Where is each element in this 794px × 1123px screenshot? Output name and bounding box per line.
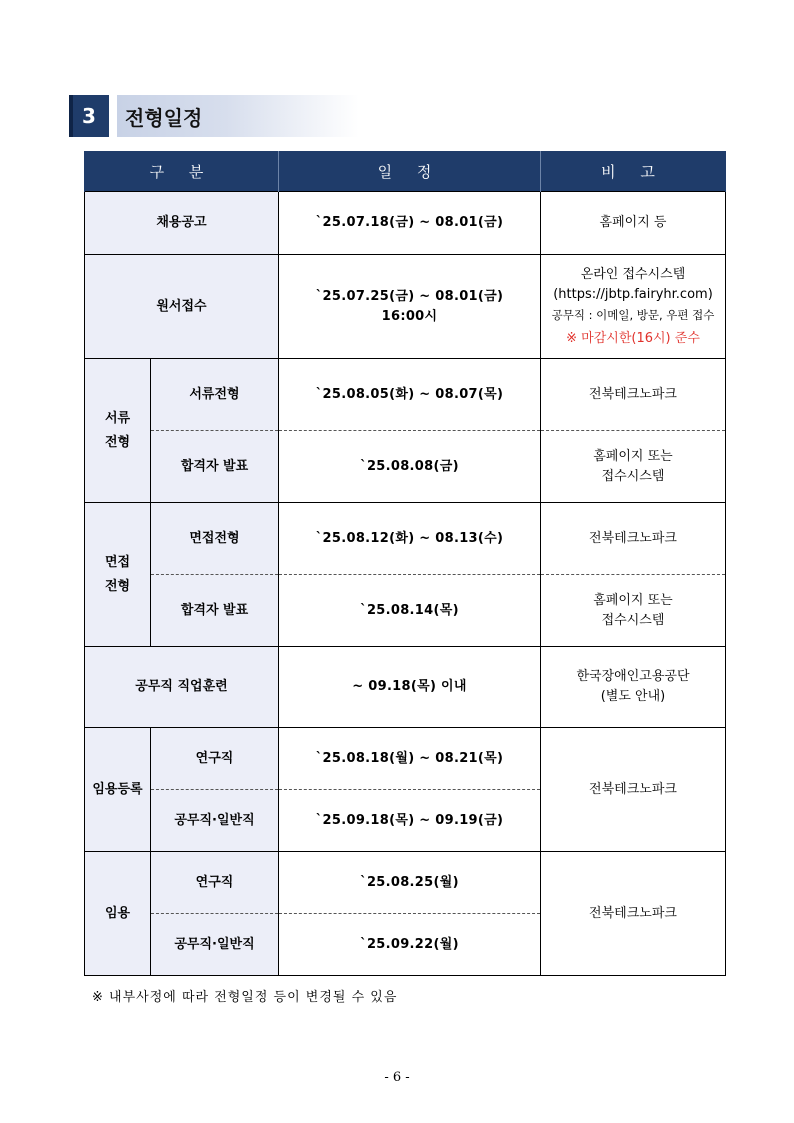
page-number: - 6 -: [384, 1070, 410, 1085]
table-row-doc-screen: [85, 359, 726, 431]
row-date: `25.08.05(화) ~ 08.07(목): [279, 359, 541, 431]
row-date: ~ 09.18(목) 이내: [279, 647, 541, 728]
date-line: `25.07.25(금) ~ 08.01(금): [315, 288, 504, 304]
note-line: 한국장애인고용공단: [576, 669, 690, 684]
section-number: 3: [69, 95, 109, 137]
row-date: `25.09.18(목) ~ 09.19(금): [279, 790, 541, 852]
note-line: 공무직 : 이메일, 방문, 우편 접수: [551, 307, 715, 322]
header-schedule: 일 정: [279, 151, 541, 192]
row-date: [279, 255, 541, 359]
footnote: ※ 내부사정에 따라 전형일정 등이 변경될 수 있음: [92, 990, 398, 1005]
header-category: 구 분: [85, 151, 279, 192]
row-sublabel: 연구직: [151, 728, 279, 790]
row-sublabel: 면접전형: [151, 503, 279, 575]
row-sublabel: 공무직·일반직: [151, 790, 279, 852]
schedule-table: [84, 151, 726, 976]
group-label-appoint: 임용: [85, 852, 151, 976]
row-date: `25.08.25(월): [279, 852, 541, 914]
row-sublabel: 공무직·일반직: [151, 914, 279, 976]
table-row-interview-announce: [85, 575, 726, 647]
table-row-training: [85, 647, 726, 728]
row-note: [541, 255, 726, 359]
row-date: `25.09.22(월): [279, 914, 541, 976]
row-note: [541, 431, 726, 503]
deadline-note: ※ 마감시한(16시) 준수: [566, 330, 700, 346]
row-date: `25.08.08(금): [279, 431, 541, 503]
table-row-apply: [85, 255, 726, 359]
row-note: 전북테크노파크: [541, 503, 726, 575]
row-sublabel: 합격자 발표: [151, 575, 279, 647]
row-label: 채용공고: [85, 192, 279, 255]
note-line: 홈페이지 또는: [593, 592, 673, 608]
header-remarks: 비 고: [541, 151, 726, 192]
row-note: 전북테크노파크: [541, 359, 726, 431]
note-line: 접수시스템: [601, 612, 665, 628]
row-sublabel: 합격자 발표: [151, 431, 279, 503]
row-label: 공무직 직업훈련: [85, 647, 279, 728]
section-heading: [69, 95, 359, 137]
row-note: [541, 647, 726, 728]
note-line: 홈페이지 또는: [593, 448, 673, 464]
table-row-doc-announce: [85, 431, 726, 503]
row-note: 홈페이지 등: [541, 192, 726, 255]
table-row-appoint-research: [85, 852, 726, 914]
note-line: (https://jbtp.fairyhr.com): [553, 286, 713, 302]
table-row-interview-screen: [85, 503, 726, 575]
row-date: `25.08.12(화) ~ 08.13(수): [279, 503, 541, 575]
table-row-register-research: [85, 728, 726, 790]
row-note: 전북테크노파크: [541, 728, 726, 852]
section-title: 전형일정: [125, 106, 203, 130]
note-line: 온라인 접수시스템: [580, 266, 686, 282]
row-note: 전북테크노파크: [541, 852, 726, 976]
group-label-doc: 서류 전형: [85, 359, 151, 503]
row-date: `25.08.18(월) ~ 08.21(목): [279, 728, 541, 790]
row-note: [541, 575, 726, 647]
table-row-notice: [85, 192, 726, 255]
row-date: `25.07.18(금) ~ 08.01(금): [279, 192, 541, 255]
date-line: 16:00시: [381, 308, 438, 324]
row-sublabel: 연구직: [151, 852, 279, 914]
section-title-band: [117, 95, 359, 137]
row-label: 원서접수: [85, 255, 279, 359]
note-line: 접수시스템: [601, 468, 665, 484]
row-sublabel: 서류전형: [151, 359, 279, 431]
row-date: `25.08.14(목): [279, 575, 541, 647]
group-label-register: 임용등록: [85, 728, 151, 852]
note-line: (별도 안내): [600, 689, 666, 704]
group-label-interview: 면접 전형: [85, 503, 151, 647]
